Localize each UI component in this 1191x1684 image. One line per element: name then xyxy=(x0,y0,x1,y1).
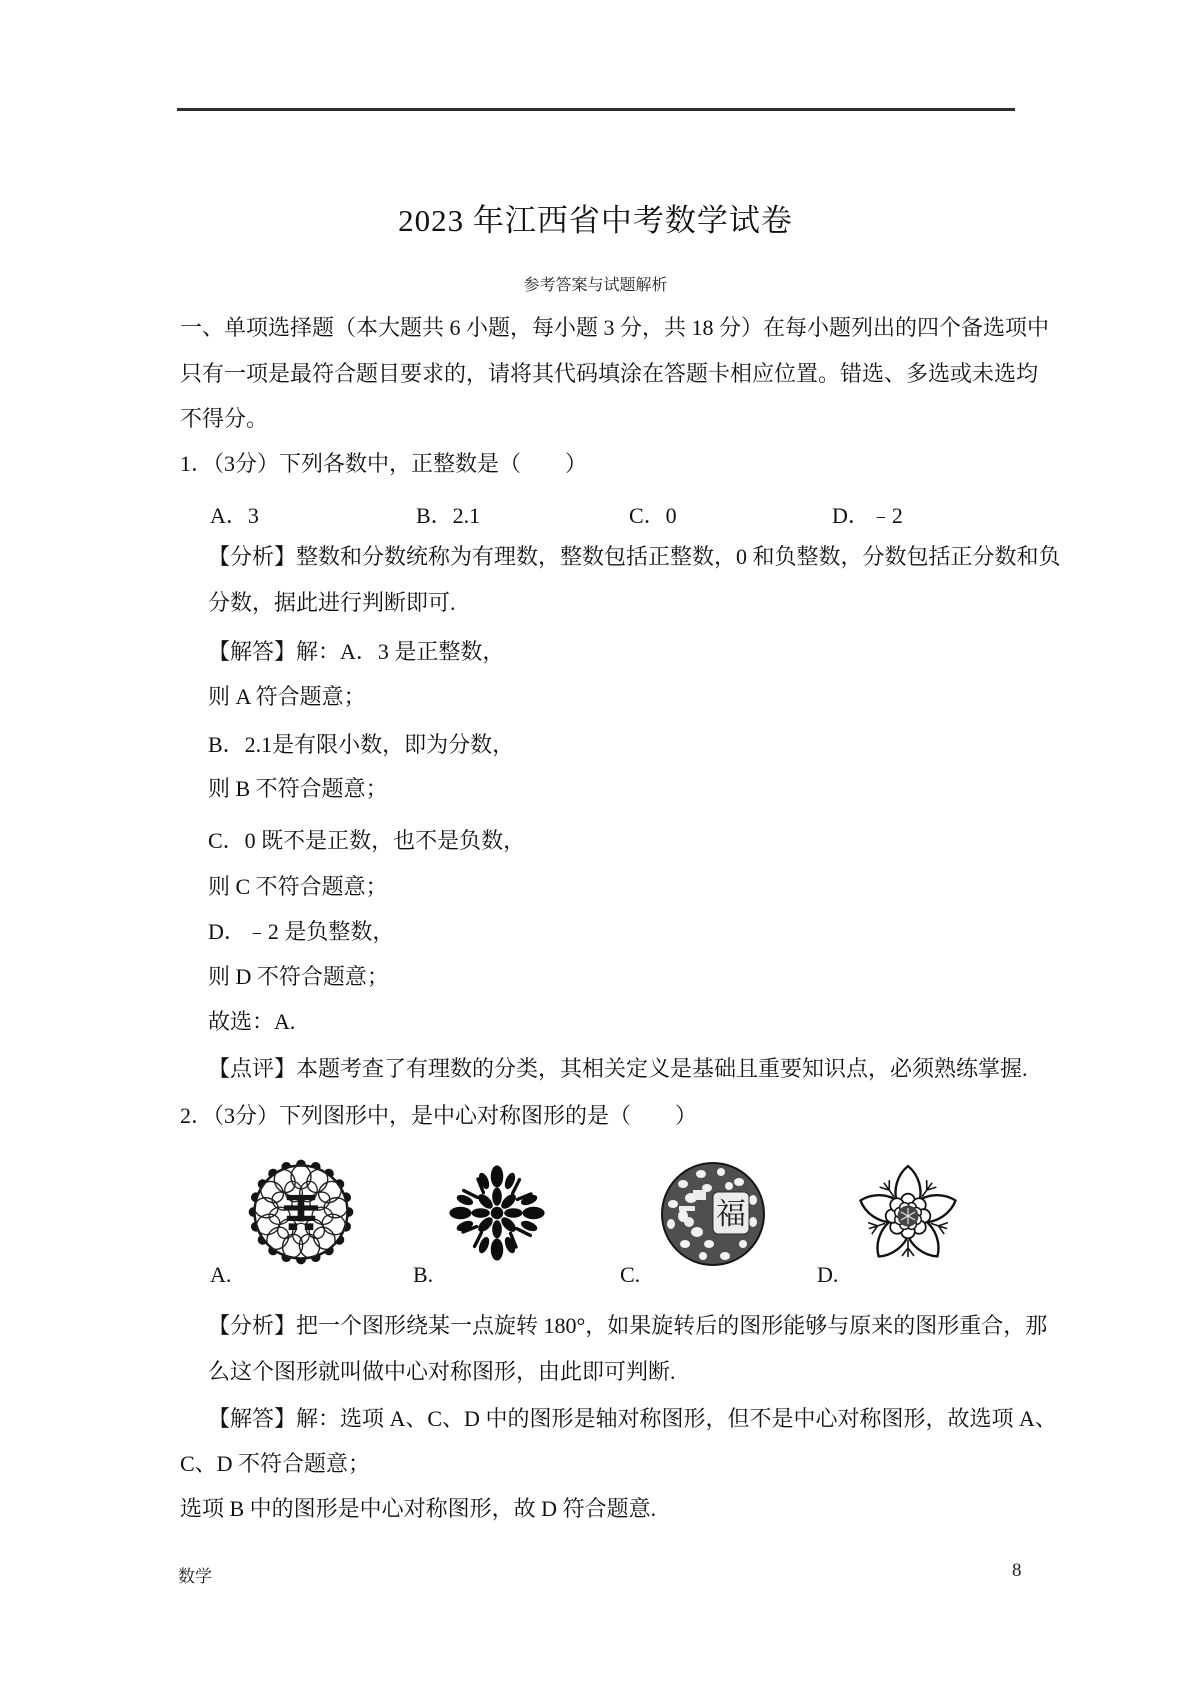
exam-subtitle: 参考答案与试题解析 xyxy=(523,277,668,294)
q2-option-letter-c: C. xyxy=(620,1262,641,1287)
q1-solution-line-4: 则 B 不符合题意； xyxy=(208,776,388,801)
q2-analysis-line-2: 么这个图形就叫做中心对称图形，由此即可判断. xyxy=(208,1359,676,1384)
q2-option-letter-d: D. xyxy=(817,1262,839,1287)
q2-solution-line-3: 选项 B 中的图形是中心对称图形，故 D 符合题意. xyxy=(180,1496,657,1521)
q1-solution-line-9: 故选：A. xyxy=(208,1009,296,1034)
section-1-heading-line-3: 不得分。 xyxy=(180,406,269,431)
footer-page-number: 8 xyxy=(1012,1560,1022,1581)
black-flower-rosette-icon xyxy=(447,1160,547,1266)
q2-option-letter-b: B. xyxy=(413,1262,434,1287)
q2-figure-c-image xyxy=(660,1161,766,1267)
mooncake-medallion-pattern-icon xyxy=(246,1155,356,1269)
q2-solution-line-2: C、D 不符合题意； xyxy=(180,1451,371,1476)
q2-stem: 2．（3分）下列图形中，是中心对称图形的是（ ） xyxy=(180,1103,698,1128)
q1-option-a: A．3 xyxy=(210,503,259,528)
q1-comment: 【点评】本题考查了有理数的分类，其相关定义是基础且重要知识点，必须熟练掌握. xyxy=(208,1056,1028,1081)
five-petal-flower-outline-icon xyxy=(856,1158,960,1274)
q1-analysis-line-1: 【分析】整数和分数统称为有理数，整数包括正整数，0 和负整数，分数包括正分数和负 xyxy=(208,544,1061,569)
q1-option-d: D．﹣2 xyxy=(832,503,903,528)
exam-title: 2023 年江西省中考数学试卷 xyxy=(398,203,793,238)
q1-solution-line-7: D．﹣2 是负整数， xyxy=(208,919,395,944)
q1-stem: 1．（3分）下列各数中，正整数是（ ） xyxy=(180,451,588,476)
footer-subject: 数学 xyxy=(178,1567,212,1586)
q2-figure-b-image xyxy=(447,1160,547,1266)
q2-analysis-line-1: 【分析】把一个图形绕某一点旋转 180°，如果旋转后的图形能够与原来的图形重合，那 xyxy=(208,1313,1048,1338)
fu-coin-pattern-icon xyxy=(660,1161,766,1267)
fu-character: 福 xyxy=(716,1198,746,1231)
section-1-heading-line-2: 只有一项是最符合题目要求的，请将其代码填涂在答题卡相应位置。错选、多选或未选均 xyxy=(180,361,1039,386)
q1-solution-line-8: 则 D 不符合题意； xyxy=(208,964,389,989)
q1-solution-line-6: 则 C 不符合题意； xyxy=(208,874,388,899)
q1-solution-line-5: C．0 既不是正数，也不是负数， xyxy=(208,828,526,853)
q2-solution-line-1: 【解答】解：选项 A、C、D 中的图形是轴对称图形，但不是中心对称图形，故选项 A、 xyxy=(208,1406,1057,1431)
q2-figure-d-image xyxy=(856,1158,960,1274)
q1-solution-line-2: 则 A 符合题意； xyxy=(208,684,366,709)
q1-option-c: C．0 xyxy=(629,503,677,528)
q1-solution-line-1: 【解答】解：A．3 是正整数， xyxy=(208,639,505,664)
section-1-heading-line-1: 一、单项选择题（本大题共 6 小题，每小题 3 分，共 18 分）在每小题列出的四个备选项中 xyxy=(180,315,1050,340)
q1-solution-line-3: B．2.1是有限小数，即为分数， xyxy=(208,732,515,757)
q1-analysis-line-2: 分数，据此进行判断即可. xyxy=(208,590,456,615)
q2-option-letter-a: A. xyxy=(210,1262,232,1287)
q1-option-b: B．2.1 xyxy=(416,503,481,528)
header-rule xyxy=(177,108,1015,111)
q2-figure-a-image xyxy=(246,1155,356,1269)
